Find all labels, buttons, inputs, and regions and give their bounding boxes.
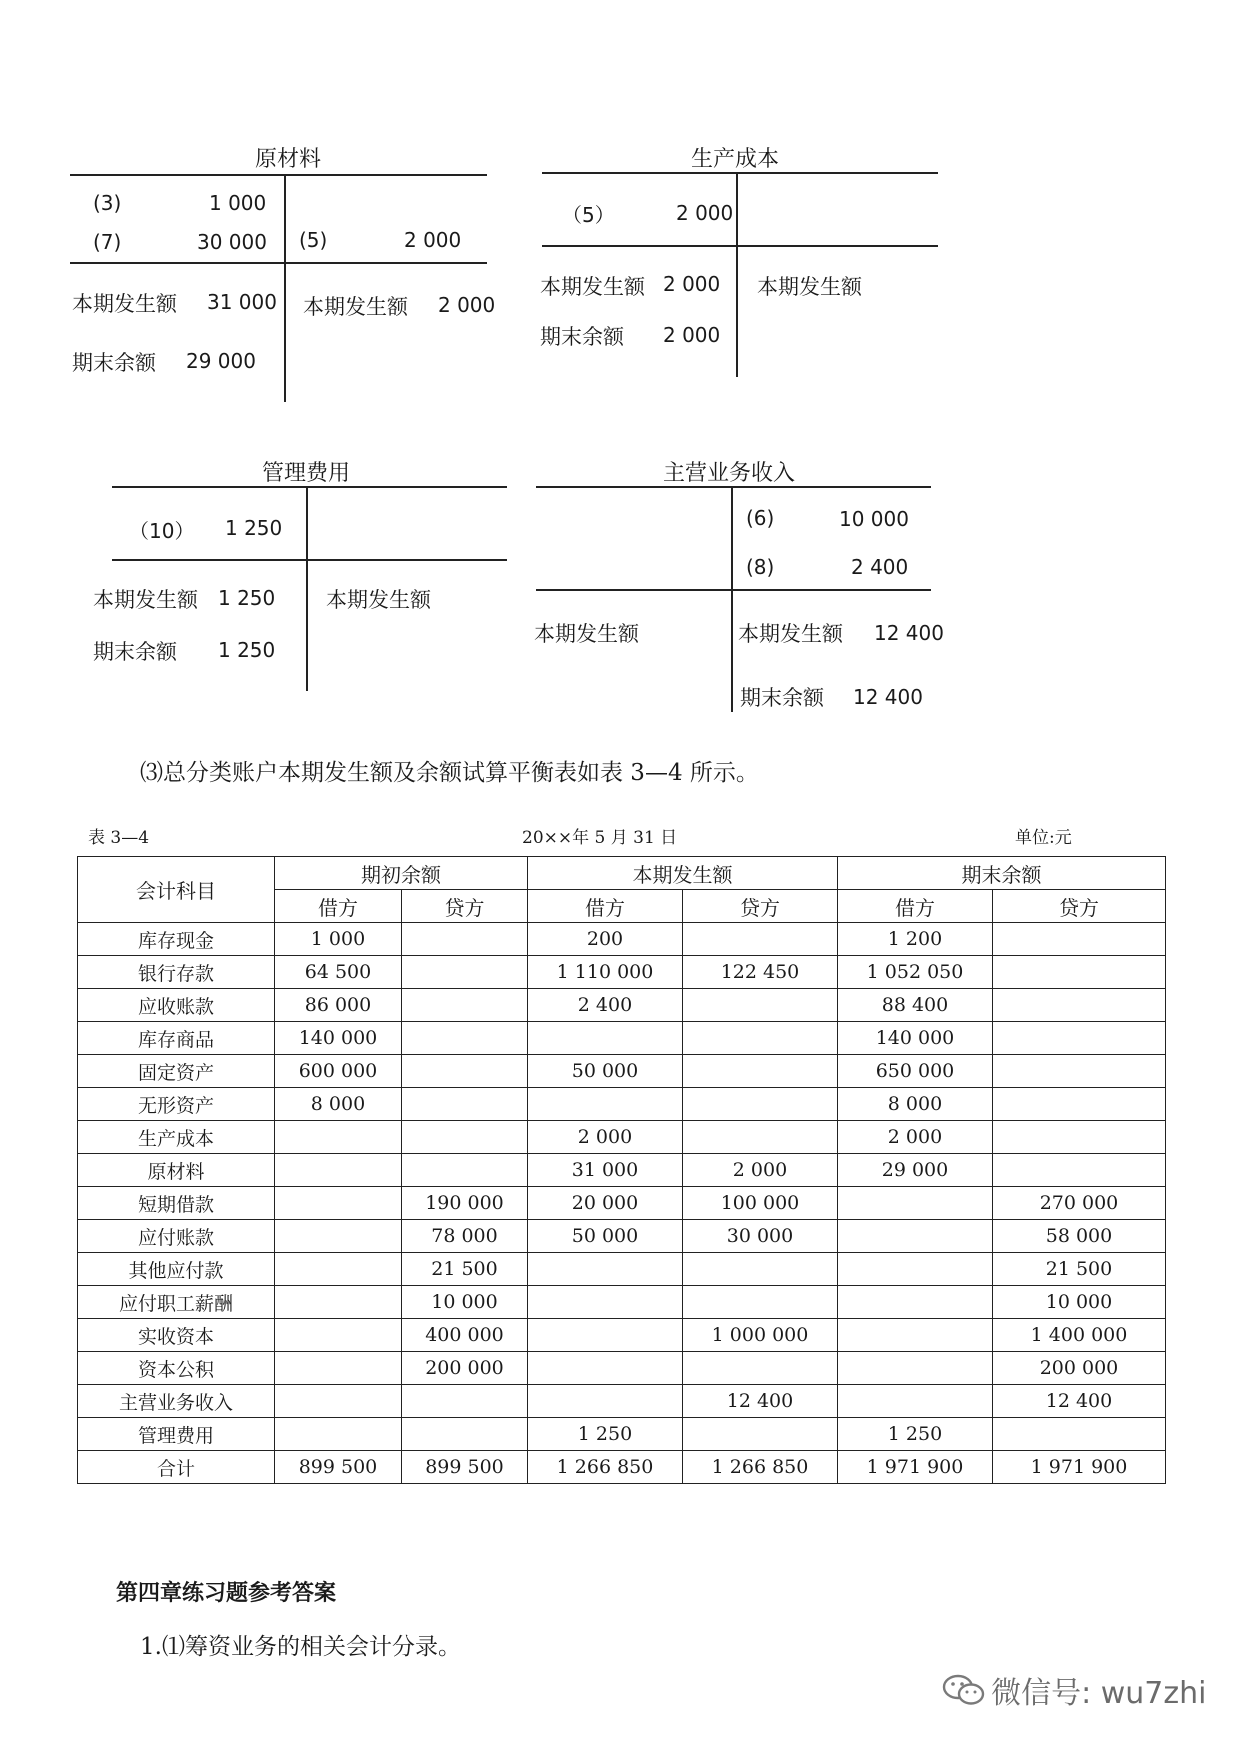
amount-cell: 100 000: [683, 1187, 838, 1220]
amount-cell: 2 400: [528, 989, 683, 1022]
amount-cell: 10 000: [402, 1286, 528, 1319]
amount-cell: 200 000: [402, 1352, 528, 1385]
table-row: [78, 1187, 1166, 1220]
amount-cell: 650 000: [838, 1055, 993, 1088]
table-header-row: [78, 857, 1166, 890]
amount-cell: [402, 1121, 528, 1154]
table-row: [78, 1418, 1166, 1451]
amount-cell: [402, 956, 528, 989]
amount-cell: [683, 1121, 838, 1154]
amount-cell: 1 971 900: [993, 1451, 1166, 1484]
table-row: [78, 956, 1166, 989]
amount-cell: 1 971 900: [838, 1451, 993, 1484]
amount-cell: [838, 1286, 993, 1319]
amount-cell: 86 000: [275, 989, 402, 1022]
amount-cell: 899 500: [402, 1451, 528, 1484]
chapter-heading: 第四章练习题参考答案: [116, 1580, 337, 1606]
amount-cell: 88 400: [838, 989, 993, 1022]
amount-cell: 899 500: [275, 1451, 402, 1484]
amount-cell: [838, 1352, 993, 1385]
amount-cell: 1 400 000: [993, 1319, 1166, 1352]
table-row: [78, 1121, 1166, 1154]
amount-cell: 190 000: [402, 1187, 528, 1220]
header-group-closing: 期末余额: [838, 857, 1166, 890]
amount-cell: [275, 1187, 402, 1220]
amount-cell: [402, 1088, 528, 1121]
amount-cell: [993, 956, 1166, 989]
account-title: 原材料: [255, 147, 322, 172]
amount-cell: [683, 1286, 838, 1319]
account-name-cell: 银行存款: [78, 956, 275, 989]
account-name-cell: 管理费用: [78, 1418, 275, 1451]
amount-cell: [275, 1121, 402, 1154]
amount-cell: 2 000: [838, 1121, 993, 1154]
amount-cell: [528, 1352, 683, 1385]
amount-cell: 21 500: [993, 1253, 1166, 1286]
table-row: [78, 1220, 1166, 1253]
table-row: [78, 1022, 1166, 1055]
amount-cell: [275, 1286, 402, 1319]
amount-cell: [993, 1022, 1166, 1055]
amount-cell: 8 000: [275, 1088, 402, 1121]
amount-cell: 1 052 050: [838, 956, 993, 989]
amount-cell: 140 000: [275, 1022, 402, 1055]
account-name-cell: 库存商品: [78, 1022, 275, 1055]
amount-cell: [683, 1055, 838, 1088]
table-row: [78, 1088, 1166, 1121]
amount-cell: 200 000: [993, 1352, 1166, 1385]
amount-cell: [528, 1253, 683, 1286]
amount-cell: [993, 1055, 1166, 1088]
account-name-cell: 无形资产: [78, 1088, 275, 1121]
amount-cell: 1 110 000: [528, 956, 683, 989]
table-row: [78, 1352, 1166, 1385]
table-total-row: [78, 1451, 1166, 1484]
amount-cell: [838, 1385, 993, 1418]
subheader-debit: 借方: [528, 890, 683, 923]
amount-cell: [683, 1352, 838, 1385]
amount-cell: 1 000: [275, 923, 402, 956]
amount-cell: [993, 1418, 1166, 1451]
amount-cell: 1 250: [838, 1418, 993, 1451]
amount-cell: 140 000: [838, 1022, 993, 1055]
account-name-cell: 短期借款: [78, 1187, 275, 1220]
table-row: [78, 1385, 1166, 1418]
amount-cell: 1 266 850: [683, 1451, 838, 1484]
account-name-cell: 应付职工薪酬: [78, 1286, 275, 1319]
table-row: [78, 1055, 1166, 1088]
amount-cell: [275, 1253, 402, 1286]
amount-cell: [528, 1088, 683, 1121]
amount-cell: 122 450: [683, 956, 838, 989]
amount-cell: [683, 989, 838, 1022]
amount-cell: 400 000: [402, 1319, 528, 1352]
table-row: [78, 1154, 1166, 1187]
header-group-opening: 期初余额: [275, 857, 528, 890]
amount-cell: [528, 1319, 683, 1352]
amount-cell: 1 000 000: [683, 1319, 838, 1352]
amount-cell: 20 000: [528, 1187, 683, 1220]
amount-cell: 31 000: [528, 1154, 683, 1187]
amount-cell: [993, 1121, 1166, 1154]
amount-cell: 2 000: [528, 1121, 683, 1154]
account-title: 主营业务收入: [663, 461, 796, 486]
amount-cell: [275, 1352, 402, 1385]
intro-paragraph: ⑶总分类账户本期发生额及余额试算平衡表如表 3—4 所示。: [140, 760, 759, 786]
table-caption-date: 20××年 5 月 31 日: [522, 828, 678, 848]
amount-cell: 10 000: [993, 1286, 1166, 1319]
amount-cell: [683, 1088, 838, 1121]
table-caption-label: 表 3—4: [88, 828, 150, 848]
amount-cell: 1 200: [838, 923, 993, 956]
amount-cell: 200: [528, 923, 683, 956]
account-name-cell: 库存现金: [78, 923, 275, 956]
table-row: [78, 1253, 1166, 1286]
amount-cell: 12 400: [683, 1385, 838, 1418]
amount-cell: [683, 1022, 838, 1055]
amount-cell: [275, 1418, 402, 1451]
account-name-cell: 应付账款: [78, 1220, 275, 1253]
amount-cell: 30 000: [683, 1220, 838, 1253]
amount-cell: 8 000: [838, 1088, 993, 1121]
table-row: [78, 1286, 1166, 1319]
account-name-cell: 其他应付款: [78, 1253, 275, 1286]
subheader-debit: 借方: [838, 890, 993, 923]
amount-cell: 21 500: [402, 1253, 528, 1286]
trial-balance-table: [77, 856, 1166, 1484]
account-title: 管理费用: [262, 461, 351, 486]
subheader-credit: 贷方: [402, 890, 528, 923]
account-name-cell: 主营业务收入: [78, 1385, 275, 1418]
account-name-cell: 固定资产: [78, 1055, 275, 1088]
subheader-credit: 贷方: [683, 890, 838, 923]
amount-cell: [993, 1088, 1166, 1121]
amount-cell: [402, 1022, 528, 1055]
watermark: [942, 1668, 1206, 1712]
amount-cell: [275, 1220, 402, 1253]
account-name-cell: 应收账款: [78, 989, 275, 1022]
amount-cell: [402, 1055, 528, 1088]
amount-cell: [993, 1154, 1166, 1187]
table-row: [78, 923, 1166, 956]
amount-cell: [402, 923, 528, 956]
amount-cell: 2 000: [683, 1154, 838, 1187]
amount-cell: [838, 1187, 993, 1220]
amount-cell: 1 266 850: [528, 1451, 683, 1484]
amount-cell: [275, 1385, 402, 1418]
header-account: 会计科目: [78, 857, 275, 923]
amount-cell: [838, 1220, 993, 1253]
amount-cell: [993, 989, 1166, 1022]
amount-cell: [275, 1154, 402, 1187]
amount-cell: [402, 1154, 528, 1187]
table-row: [78, 1319, 1166, 1352]
amount-cell: [275, 1319, 402, 1352]
amount-cell: 270 000: [993, 1187, 1166, 1220]
amount-cell: 64 500: [275, 956, 402, 989]
table-caption-unit: 单位:元: [1015, 828, 1072, 848]
subheader-debit: 借方: [275, 890, 402, 923]
amount-cell: [683, 1418, 838, 1451]
wechat-icon: [942, 1673, 986, 1707]
amount-cell: [528, 1022, 683, 1055]
account-title: 生产成本: [691, 147, 780, 172]
header-group-period: 本期发生额: [528, 857, 838, 890]
question-line: 1.⑴筹资业务的相关会计分录。: [140, 1634, 461, 1660]
account-name-cell: 实收资本: [78, 1319, 275, 1352]
amount-cell: 50 000: [528, 1220, 683, 1253]
amount-cell: [402, 1418, 528, 1451]
account-name-cell: 生产成本: [78, 1121, 275, 1154]
watermark-text: 微信号: wu7zhi: [991, 1676, 1207, 1711]
amount-cell: 58 000: [993, 1220, 1166, 1253]
amount-cell: [528, 1286, 683, 1319]
amount-cell: 12 400: [993, 1385, 1166, 1418]
amount-cell: [683, 923, 838, 956]
amount-cell: [402, 989, 528, 1022]
amount-cell: 50 000: [528, 1055, 683, 1088]
table-row: [78, 989, 1166, 1022]
account-name-cell: 资本公积: [78, 1352, 275, 1385]
amount-cell: [838, 1319, 993, 1352]
amount-cell: 78 000: [402, 1220, 528, 1253]
amount-cell: [528, 1385, 683, 1418]
amount-cell: [838, 1253, 993, 1286]
amount-cell: 1 250: [528, 1418, 683, 1451]
amount-cell: [993, 923, 1166, 956]
account-name-cell: 合计: [78, 1451, 275, 1484]
amount-cell: [402, 1385, 528, 1418]
amount-cell: 29 000: [838, 1154, 993, 1187]
amount-cell: 600 000: [275, 1055, 402, 1088]
amount-cell: [683, 1253, 838, 1286]
account-name-cell: 原材料: [78, 1154, 275, 1187]
subheader-credit: 贷方: [993, 890, 1166, 923]
